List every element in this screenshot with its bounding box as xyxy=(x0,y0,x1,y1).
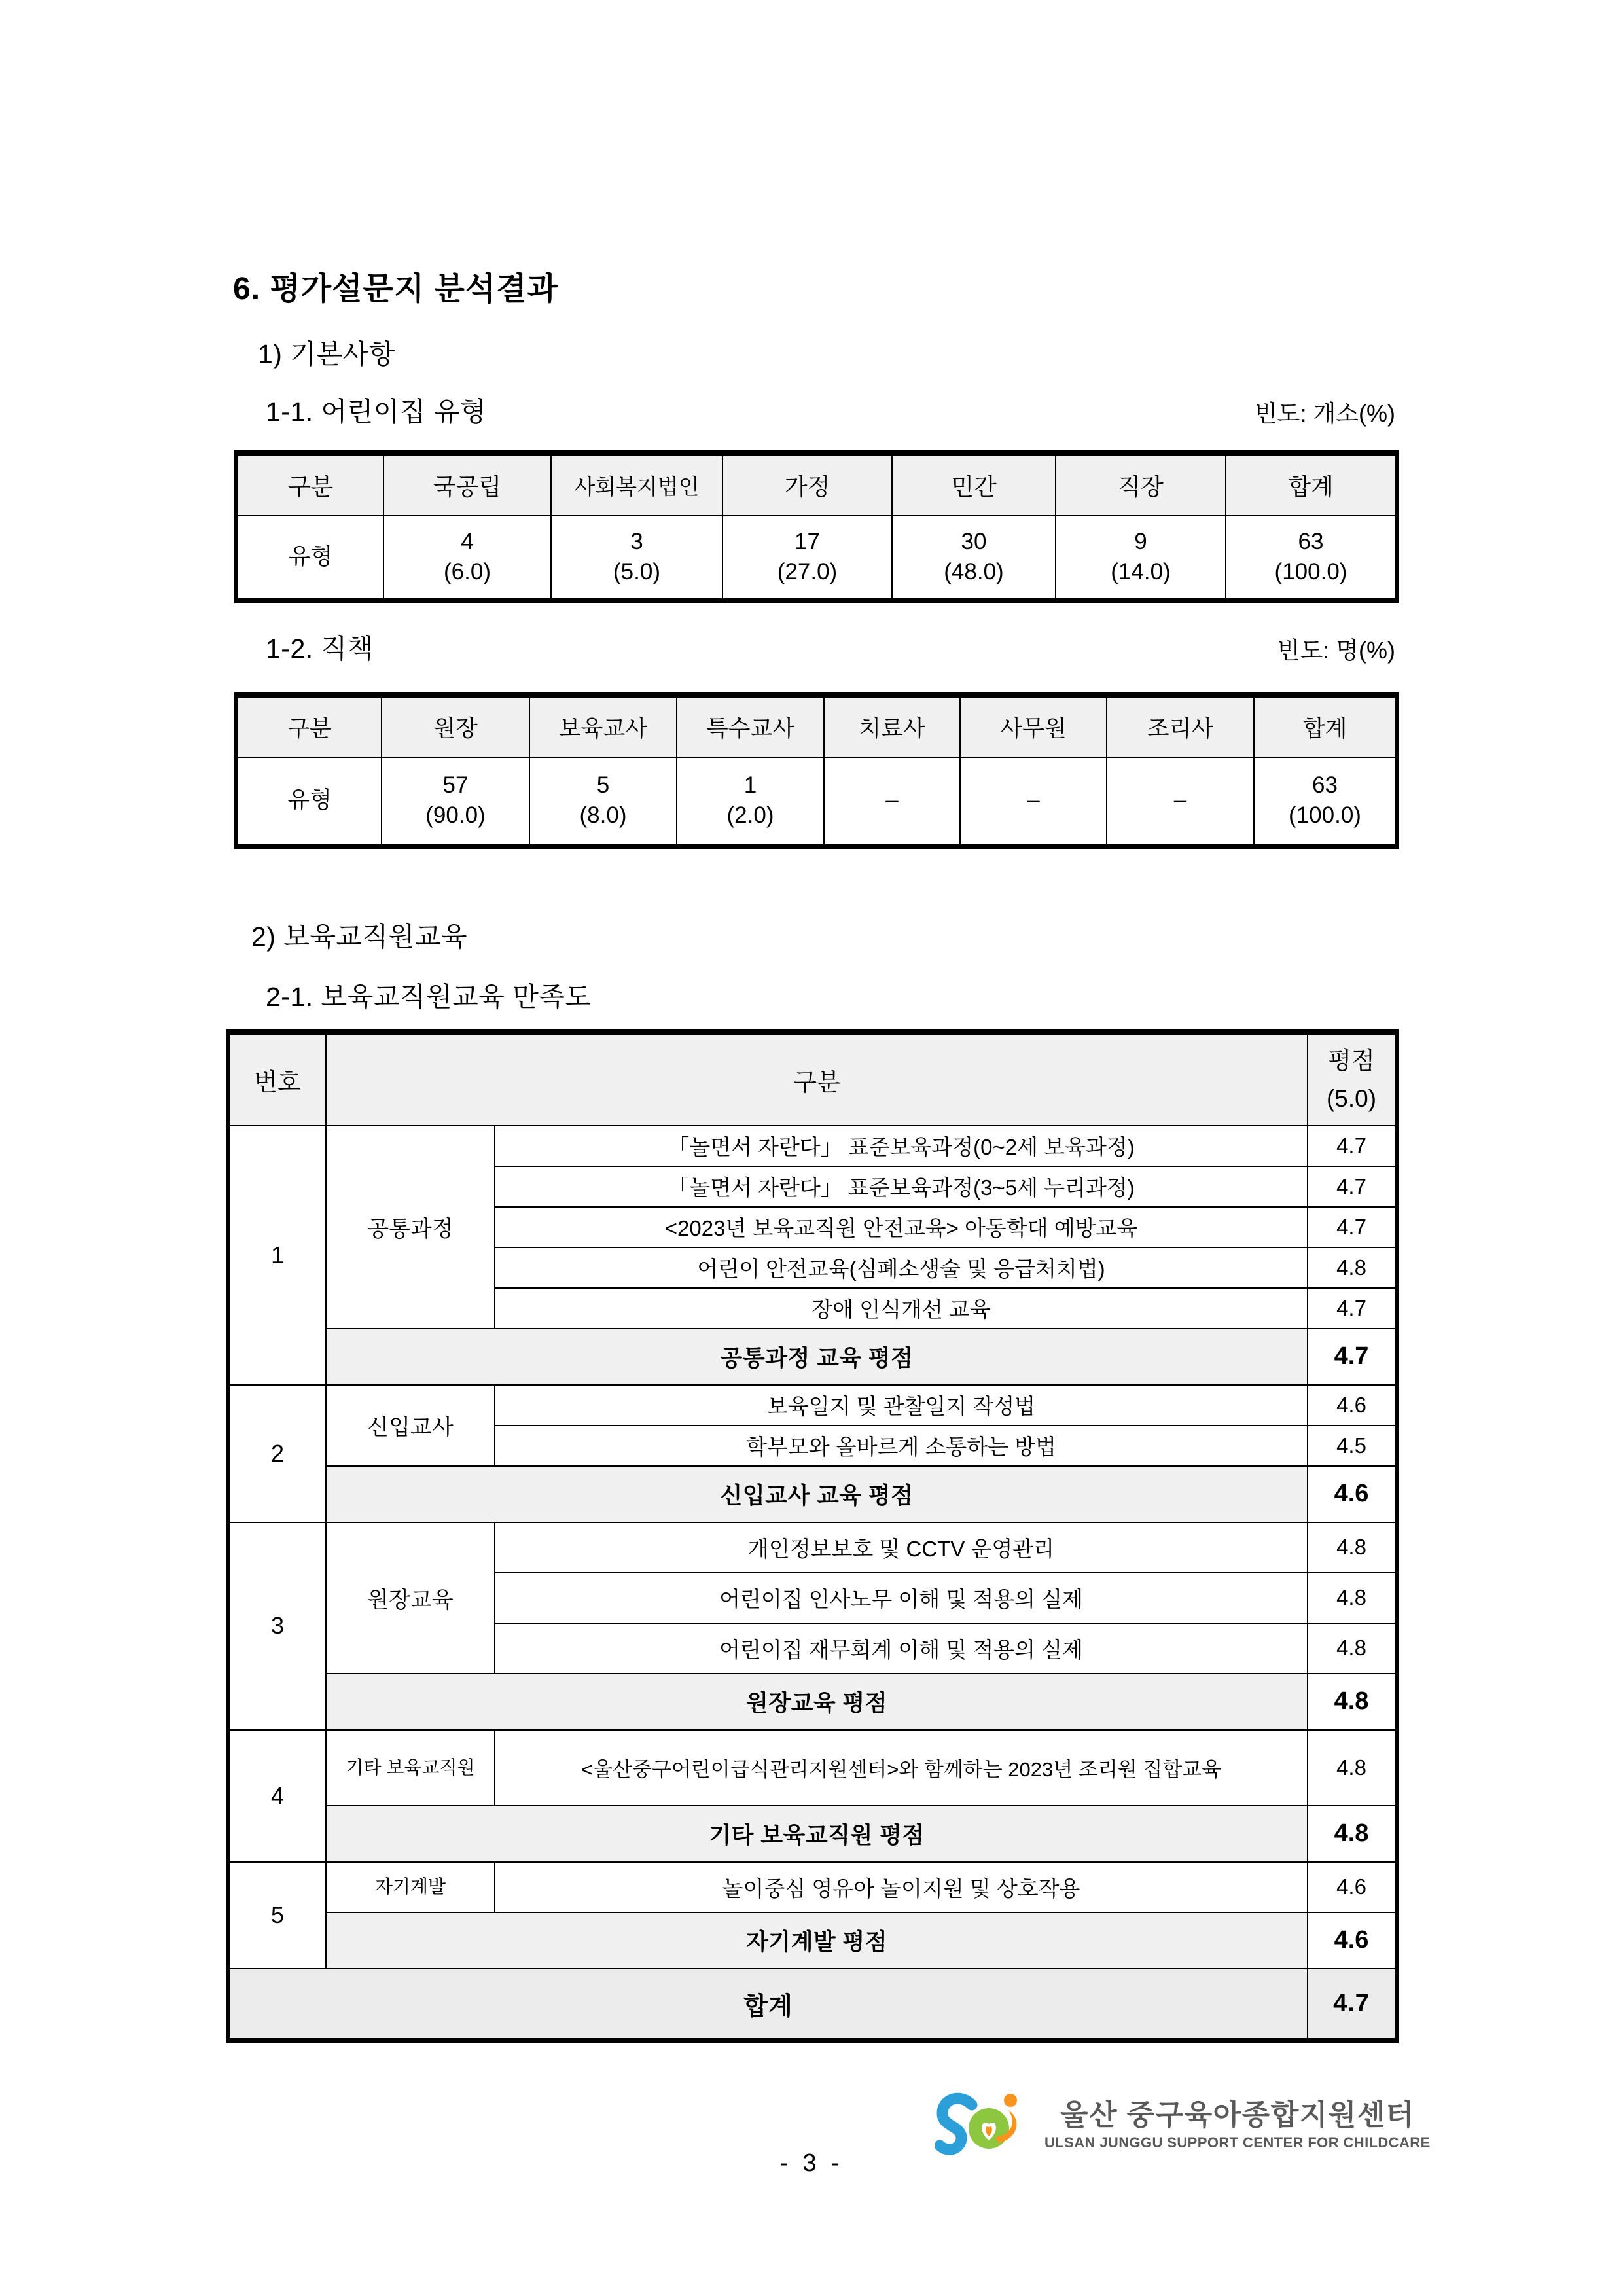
group-number: 2 xyxy=(228,1385,326,1522)
table-cell xyxy=(960,757,1107,846)
cell-count: 57 xyxy=(442,772,469,798)
course-label: 「놀면서 자란다」 표준보육과정(0~2세 보육과정) xyxy=(495,1126,1308,1166)
table-cell xyxy=(1056,516,1226,601)
col-header-therapist: 치료사 xyxy=(824,696,960,757)
frequency-unit-2: 빈도: 명(%) xyxy=(1277,637,1395,664)
section-1-1-row xyxy=(266,390,1395,429)
course-score: 4.5 xyxy=(1308,1426,1397,1466)
cell-count: 30 xyxy=(961,528,987,554)
education-satisfaction-table xyxy=(226,1029,1399,2043)
course-score: 4.8 xyxy=(1308,1573,1397,1623)
section-1-1-heading: 1-1. 어린이집 유형 xyxy=(266,397,487,427)
group-category: 기타 보육교직원 xyxy=(326,1730,495,1806)
table-header-row xyxy=(236,696,1397,757)
section-2-heading: 2) 보육교직원교육 xyxy=(251,922,468,952)
page-number: - 3 - xyxy=(779,2149,844,2177)
cell-percent: (27.0) xyxy=(777,559,838,584)
group-category: 원장교육 xyxy=(326,1522,495,1674)
course-score: 4.7 xyxy=(1308,1126,1397,1166)
cell-percent: (90.0) xyxy=(425,802,486,828)
cell-dash: – xyxy=(1173,787,1187,813)
col-header-cook: 조리사 xyxy=(1107,696,1254,757)
course-score: 4.8 xyxy=(1308,1522,1397,1573)
cell-count: 63 xyxy=(1312,772,1338,798)
score-header-line2: (5.0) xyxy=(1326,1085,1377,1112)
col-header-special-teacher: 특수교사 xyxy=(677,696,824,757)
course-score: 4.8 xyxy=(1308,1247,1397,1288)
cell-percent: (14.0) xyxy=(1111,559,1171,584)
course-row xyxy=(228,1730,1397,1806)
col-header-gubun: 구분 xyxy=(236,454,383,516)
table-header-row xyxy=(228,1032,1397,1126)
frequency-unit-1: 빈도: 개소(%) xyxy=(1254,400,1395,427)
group-number: 1 xyxy=(228,1126,326,1385)
summary-score: 4.6 xyxy=(1308,1466,1397,1522)
course-row xyxy=(228,1126,1397,1166)
cell-dash: – xyxy=(885,787,899,813)
table-cell xyxy=(677,757,824,846)
col-header-total: 합계 xyxy=(1226,454,1397,516)
cell-dash: – xyxy=(1027,787,1040,813)
summary-row xyxy=(228,1912,1397,1969)
course-label: <울산중구어린이급식관리지원센터>와 함께하는 2023년 조리원 집합교육 xyxy=(495,1730,1308,1806)
cell-count: 1 xyxy=(743,772,757,798)
total-label: 합계 xyxy=(228,1969,1308,2041)
col-header-national: 국공립 xyxy=(383,454,551,516)
course-label: 보육일지 및 관찰일지 작성법 xyxy=(495,1385,1308,1426)
course-score: 4.8 xyxy=(1308,1730,1397,1806)
summary-row xyxy=(228,1329,1397,1385)
group-number: 5 xyxy=(228,1862,326,1969)
cell-percent: (100.0) xyxy=(1289,802,1361,828)
row-label: 유형 xyxy=(236,516,383,601)
summary-label: 자기계발 평점 xyxy=(326,1912,1308,1969)
table-cell xyxy=(383,516,551,601)
course-score: 4.6 xyxy=(1308,1385,1397,1426)
org-name-korean: 울산 중구육아종합지원센터 xyxy=(1060,2099,1415,2132)
childcare-type-table xyxy=(234,450,1399,603)
group-number: 4 xyxy=(228,1730,326,1862)
summary-row xyxy=(228,1466,1397,1522)
org-names xyxy=(1044,2100,1431,2151)
col-header-number: 번호 xyxy=(228,1032,326,1126)
summary-row xyxy=(228,1806,1397,1862)
col-header-welfare: 사회복지법인 xyxy=(551,454,722,516)
score-header-line1: 평점 xyxy=(1328,1047,1375,1075)
section-1-heading: 1) 기본사항 xyxy=(258,339,395,369)
cell-percent: (5.0) xyxy=(613,559,660,584)
org-name-english: ULSAN JUNGGU SUPPORT CENTER FOR CHILDCARE xyxy=(1044,2134,1431,2151)
course-score: 4.8 xyxy=(1308,1623,1397,1674)
cell-percent: (48.0) xyxy=(944,559,1004,584)
col-header-gubun: 구분 xyxy=(236,696,382,757)
cell-count: 4 xyxy=(461,528,474,554)
section-1-2-heading: 1-2. 직책 xyxy=(266,634,374,664)
row-label: 유형 xyxy=(236,757,382,846)
table-cell xyxy=(824,757,960,846)
col-header-score xyxy=(1308,1032,1397,1126)
summary-label: 원장교육 평점 xyxy=(326,1674,1308,1730)
table-cell xyxy=(722,516,892,601)
cell-count: 9 xyxy=(1134,528,1147,554)
summary-score: 4.7 xyxy=(1308,1329,1397,1385)
course-label: 어린이집 재무회계 이해 및 적용의 실제 xyxy=(495,1623,1308,1674)
table-cell xyxy=(1107,757,1254,846)
table-cell xyxy=(1226,516,1397,601)
course-score: 4.7 xyxy=(1308,1166,1397,1207)
col-header-private: 민간 xyxy=(892,454,1056,516)
course-label: 학부모와 올바르게 소통하는 방법 xyxy=(495,1426,1308,1466)
course-label: <2023년 보육교직원 안전교육> 아동학대 예방교육 xyxy=(495,1207,1308,1247)
page-title: 6. 평가설문지 분석결과 xyxy=(233,272,559,306)
cell-percent: (6.0) xyxy=(444,559,491,584)
group-number: 3 xyxy=(228,1522,326,1730)
table-row xyxy=(236,757,1397,846)
course-score: 4.7 xyxy=(1308,1288,1397,1329)
course-label: 어린이집 인사노무 이해 및 적용의 실제 xyxy=(495,1573,1308,1623)
cell-count: 5 xyxy=(596,772,610,798)
table-cell xyxy=(529,757,677,846)
table-cell xyxy=(551,516,722,601)
total-row xyxy=(228,1969,1397,2041)
cell-percent: (8.0) xyxy=(579,802,627,828)
col-header-teacher: 보육교사 xyxy=(529,696,677,757)
group-category: 신입교사 xyxy=(326,1385,495,1466)
table-cell xyxy=(1254,757,1397,846)
cell-percent: (2.0) xyxy=(726,802,774,828)
col-header-director: 원장 xyxy=(382,696,529,757)
total-score: 4.7 xyxy=(1308,1969,1397,2041)
course-label: 「놀면서 자란다」 표준보육과정(3~5세 누리과정) xyxy=(495,1166,1308,1207)
course-label: 어린이 안전교육(심폐소생술 및 응급처치법) xyxy=(495,1247,1308,1288)
cell-count: 3 xyxy=(630,528,643,554)
course-row xyxy=(228,1862,1397,1912)
course-row xyxy=(228,1522,1397,1573)
cell-count: 17 xyxy=(794,528,820,554)
course-row xyxy=(228,1385,1397,1426)
col-header-home: 가정 xyxy=(722,454,892,516)
summary-label: 공통과정 교육 평점 xyxy=(326,1329,1308,1385)
summary-score: 4.8 xyxy=(1308,1674,1397,1730)
summary-label: 기타 보육교직원 평점 xyxy=(326,1806,1308,1862)
summary-label: 신입교사 교육 평점 xyxy=(326,1466,1308,1522)
table-header-row xyxy=(236,454,1397,516)
summary-score: 4.8 xyxy=(1308,1806,1397,1862)
col-header-gubun: 구분 xyxy=(326,1032,1308,1126)
table-cell xyxy=(382,757,529,846)
col-header-total: 합계 xyxy=(1254,696,1397,757)
cell-count: 63 xyxy=(1298,528,1324,554)
group-category: 자기계발 xyxy=(326,1862,495,1912)
course-score: 4.6 xyxy=(1308,1862,1397,1912)
course-score: 4.7 xyxy=(1308,1207,1397,1247)
course-label: 장애 인식개선 교육 xyxy=(495,1288,1308,1329)
summary-row xyxy=(228,1674,1397,1730)
col-header-workplace: 직장 xyxy=(1056,454,1226,516)
cell-percent: (100.0) xyxy=(1274,559,1347,584)
table-cell xyxy=(892,516,1056,601)
course-label: 개인정보보호 및 CCTV 운영관리 xyxy=(495,1522,1308,1573)
course-label: 놀이중심 영유아 놀이지원 및 상호작용 xyxy=(495,1862,1308,1912)
section-1-2-row xyxy=(266,627,1395,666)
summary-score: 4.6 xyxy=(1308,1912,1397,1969)
group-category: 공통과정 xyxy=(326,1126,495,1329)
col-header-office: 사무원 xyxy=(960,696,1107,757)
table-row xyxy=(236,516,1397,601)
position-table xyxy=(234,692,1399,849)
section-2-1-heading: 2-1. 보육교직원교육 만족도 xyxy=(266,982,592,1012)
